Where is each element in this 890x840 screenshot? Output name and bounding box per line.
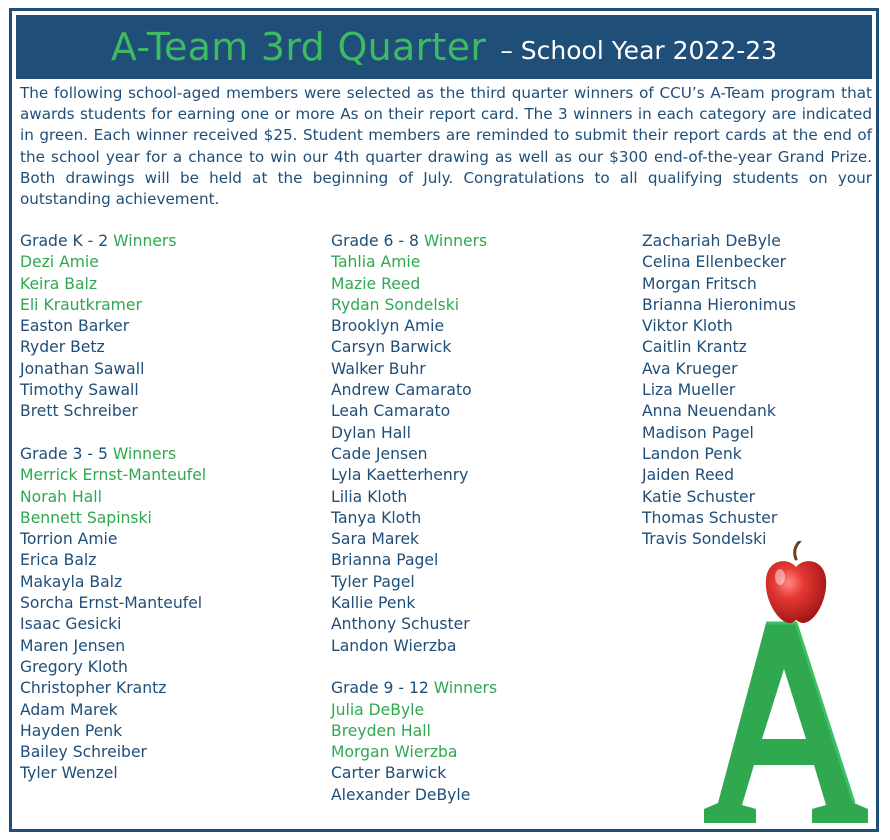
grade-heading — [20, 231, 206, 252]
member-name: Lilia Kloth — [331, 487, 408, 506]
column-1 — [20, 231, 206, 806]
intro-paragraph: The following school-aged members were selected as the third quarter winners of CCU’s A-Team program that awards students for earning one or more As on their report card. The 3 winners in each category are indicated in green. Each winner received $25. Student members are reminded to submit their report cards at the end of the school year for a chance to win our 4th quarter drawing as well as our $300 end-of-the-year Grand Prize. Both drawings will be held at the beginning of July. Congratulations to all qualifying students on your outstanding achievement. — [20, 84, 872, 209]
member-name: Hayden Penk — [20, 721, 123, 740]
member-name: Isaac Gesicki — [20, 615, 122, 634]
member-name: Alexander DeByle — [331, 785, 471, 804]
member-name: Bailey Schreiber — [20, 743, 147, 762]
column-2 — [331, 231, 497, 827]
winners-label: Winners — [423, 232, 488, 250]
member-name: Brooklyn Amie — [331, 317, 445, 336]
winners-label: Winners — [433, 679, 498, 698]
page-subtitle: – School Year 2022-23 — [500, 35, 778, 65]
member-name: Adam Marek — [20, 700, 118, 719]
member-name: Brianna Hieronimus — [642, 295, 796, 314]
winner-name: Merrick Ernst-Manteufel — [20, 466, 207, 485]
member-name: Landon Wierzba — [331, 636, 457, 655]
winner-name: Norah Hall — [20, 487, 102, 506]
winner-name: Mazie Reed — [331, 274, 421, 293]
apple-icon — [766, 541, 826, 623]
grade-label: Grade 6 - 8 — [331, 232, 419, 250]
member-name: Landon Penk — [642, 444, 742, 463]
winner-name: Rydan Sondelski — [331, 295, 460, 314]
member-name: Anthony Schuster — [331, 615, 470, 634]
page-title: A-Team 3rd Quarter — [110, 25, 487, 69]
member-name: Lyla Kaetterhenry — [331, 466, 469, 485]
grade-heading — [20, 444, 206, 465]
grade-section — [331, 231, 497, 657]
letter-a-graphic — [704, 623, 868, 823]
member-name: Madison Pagel — [642, 423, 754, 442]
member-name: Sorcha Ernst-Manteufel — [20, 594, 203, 613]
member-name: Torrion Amie — [20, 530, 118, 549]
winner-name: Bennett Sapinski — [20, 508, 152, 527]
member-name: Jaiden Reed — [642, 466, 735, 485]
member-name: Katie Schuster — [642, 487, 755, 506]
winner-name: Eli Krautkramer — [20, 295, 142, 314]
member-name: Celina Ellenbecker — [642, 253, 787, 272]
winner-name: Tahlia Amie — [331, 253, 421, 272]
member-name: Dylan Hall — [331, 423, 411, 442]
grade-label: Grade 9 - 12 — [331, 679, 429, 698]
grade-section — [20, 444, 206, 785]
member-name: Ava Krueger — [642, 359, 738, 378]
member-name: Morgan Fritsch — [642, 274, 757, 293]
member-name: Walker Buhr — [331, 359, 426, 378]
member-name: Brianna Pagel — [331, 551, 439, 570]
member-name: Gregory Kloth — [20, 657, 128, 676]
grade-heading — [331, 678, 497, 699]
winner-name: Breyden Hall — [331, 721, 431, 740]
winners-label: Winners — [112, 444, 177, 463]
member-name: Jonathan Sawall — [20, 359, 145, 378]
member-name: Ryder Betz — [20, 338, 105, 357]
grade-heading — [331, 231, 497, 252]
member-name: Carsyn Barwick — [331, 338, 452, 357]
member-name: Christopher Krantz — [20, 679, 167, 698]
member-name: Tyler Pagel — [331, 572, 415, 591]
column-3 — [642, 231, 796, 572]
member-name: Makayla Balz — [20, 572, 123, 591]
grade-label: Grade K - 2 — [20, 232, 109, 250]
grade-section — [20, 231, 206, 423]
grade-section — [331, 678, 497, 806]
member-name: Andrew Camarato — [331, 381, 472, 400]
member-name: Caitlin Krantz — [642, 338, 747, 357]
a-team-flyer — [9, 8, 879, 832]
member-name: Kallie Penk — [331, 594, 416, 613]
winner-name: Morgan Wierzba — [331, 743, 458, 762]
member-name: Sara Marek — [331, 530, 420, 549]
member-name: Tyler Wenzel — [20, 764, 118, 783]
grade-section — [642, 231, 796, 550]
member-name: Easton Barker — [20, 317, 130, 336]
grade-label: Grade 3 - 5 — [20, 444, 108, 463]
member-name: Cade Jensen — [331, 444, 428, 463]
member-name: Zachariah DeByle — [642, 232, 781, 250]
winner-name: Dezi Amie — [20, 253, 99, 272]
member-name: Erica Balz — [20, 551, 97, 570]
member-name: Timothy Sawall — [20, 381, 139, 400]
winners-label: Winners — [113, 232, 177, 250]
member-name: Carter Barwick — [331, 764, 447, 783]
member-name: Liza Mueller — [642, 381, 736, 400]
member-name: Maren Jensen — [20, 636, 126, 655]
member-name: Viktor Kloth — [642, 317, 733, 336]
member-name: Travis Sondelski — [642, 530, 767, 549]
member-name: Anna Neuendank — [642, 402, 776, 421]
member-name: Leah Camarato — [331, 402, 451, 421]
member-name: Brett Schreiber — [20, 402, 138, 421]
member-name: Tanya Kloth — [331, 508, 422, 527]
winner-name: Julia DeByle — [331, 700, 425, 719]
apple-letter-a-art — [684, 541, 879, 831]
member-name: Thomas Schuster — [642, 508, 778, 527]
winner-name: Keira Balz — [20, 274, 98, 293]
title-banner — [16, 15, 872, 79]
